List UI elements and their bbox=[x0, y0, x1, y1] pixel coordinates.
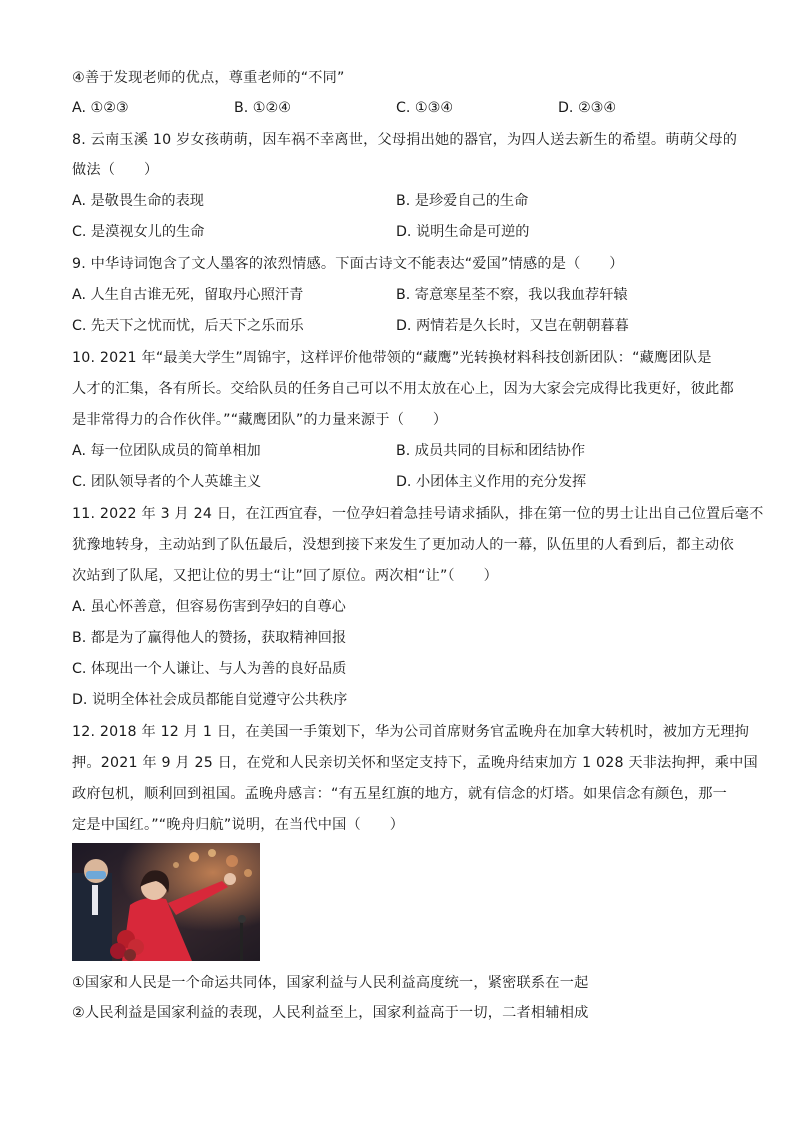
q9-option-d[interactable]: D. 两情若是久长时，又岂在朝朝暮暮 bbox=[396, 318, 629, 334]
q12-item-1: ①国家和人民是一个命运共同体，国家利益与人民利益高度统一，紧密联系在一起 bbox=[72, 975, 589, 991]
q12-stem-line2: 押。2021 年 9 月 25 日，在党和人民亲切关怀和坚定支持下，孟晚舟结束加方 1 028 天非法拘押，乘中国 bbox=[72, 755, 758, 771]
q9-option-a[interactable]: A. 人生自古谁无死，留取丹心照汗青 bbox=[72, 287, 304, 303]
q11-stem-line1: 11. 2022 年 3 月 24 日，在江西宜春，一位孕妇着急挂号请求插队，排在第一位的男士让出自己位置后毫不 bbox=[72, 506, 764, 522]
q7-option-c[interactable]: C. ①③④ bbox=[396, 100, 454, 116]
q9-stem-line1: 9. 中华诗词饱含了文人墨客的浓烈情感。下面古诗文不能表达“爱国”情感的是（ ） bbox=[72, 256, 624, 272]
q8-stem-line2: 做法（ ） bbox=[72, 162, 159, 178]
q10-stem-line1: 10. 2021 年“最美大学生”周锦宇，这样评价他带领的“藏鹰”光转换材料科技创新团队：“藏鹰团队是 bbox=[72, 350, 712, 366]
q8-option-d[interactable]: D. 说明生命是可逆的 bbox=[396, 224, 530, 240]
q8-option-c[interactable]: C. 是漠视女儿的生命 bbox=[72, 224, 205, 240]
q8-option-a[interactable]: A. 是敬畏生命的表现 bbox=[72, 193, 204, 209]
q7-item-4: ④善于发现老师的优点，尊重老师的“不同” bbox=[72, 70, 345, 86]
q11-stem-line2: 犹豫地转身，主动站到了队伍最后，没想到接下来发生了更加动人的一幕，队伍里的人看到后，都主动依 bbox=[72, 537, 734, 553]
q7-option-d[interactable]: D. ②③④ bbox=[558, 100, 617, 116]
q10-stem-line2: 人才的汇集，各有所长。交给队员的任务自己可以不用太放在心上，因为大家会完成得比我更好，彼此都 bbox=[72, 381, 734, 397]
q10-option-c[interactable]: C. 团队领导者的个人英雄主义 bbox=[72, 474, 262, 490]
q10-stem-line3: 是非常得力的合作伙伴。”“藏鹰团队”的力量来源于（ ） bbox=[72, 412, 448, 428]
q11-stem-line3: 次站到了队尾，又把让位的男士“让”回了原位。两次相“让”（ ） bbox=[72, 568, 498, 584]
q12-stem-line4: 定是中国红。”“晚舟归航”说明，在当代中国（ ） bbox=[72, 817, 405, 833]
q11-option-b[interactable]: B. 都是为了赢得他人的赞扬，获取精神回报 bbox=[72, 630, 347, 646]
q11-option-c[interactable]: C. 体现出一个人谦让、与人为善的良好品质 bbox=[72, 661, 347, 677]
q12-item-2: ②人民利益是国家利益的表现，人民利益至上，国家利益高于一切，二者相辅相成 bbox=[72, 1005, 589, 1021]
q7-option-a[interactable]: A. ①②③ bbox=[72, 100, 129, 116]
q8-stem-line1: 8. 云南玉溪 10 岁女孩萌萌，因车祸不幸离世，父母捐出她的器官，为四人送去新生的希望。萌萌父母的 bbox=[72, 132, 738, 148]
q11-option-d[interactable]: D. 说明全体社会成员都能自觉遵守公共秩序 bbox=[72, 692, 348, 708]
q10-option-d[interactable]: D. 小团体主义作用的充分发挥 bbox=[396, 474, 587, 490]
q12-photo bbox=[72, 843, 260, 961]
q10-option-a[interactable]: A. 每一位团队成员的简单相加 bbox=[72, 443, 261, 459]
q9-option-b[interactable]: B. 寄意寒星荃不察，我以我血荐轩辕 bbox=[396, 287, 628, 303]
q12-stem-line3: 政府包机，顺利回到祖国。孟晚舟感言：“有五星红旗的地方，就有信念的灯塔。如果信念有颜色，那一 bbox=[72, 786, 727, 802]
photo-illustration bbox=[72, 843, 260, 961]
q8-option-b[interactable]: B. 是珍爱自己的生命 bbox=[396, 193, 529, 209]
q9-option-c[interactable]: C. 先天下之忧而忧，后天下之乐而乐 bbox=[72, 318, 304, 334]
q12-stem-line1: 12. 2018 年 12 月 1 日，在美国一手策划下，华为公司首席财务官孟晚舟在加拿大转机时，被加方无理拘 bbox=[72, 724, 750, 740]
q10-option-b[interactable]: B. 成员共同的目标和团结协作 bbox=[396, 443, 586, 459]
q11-option-a[interactable]: A. 虽心怀善意，但容易伤害到孕妇的自尊心 bbox=[72, 599, 346, 615]
q7-option-b[interactable]: B. ①②④ bbox=[234, 100, 291, 116]
